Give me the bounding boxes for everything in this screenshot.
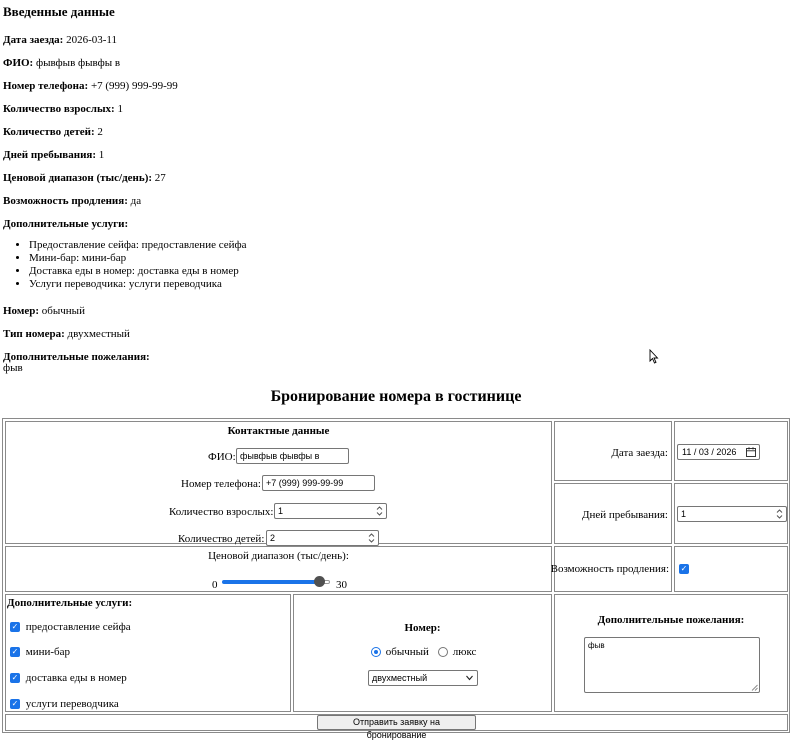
spinner-arrows-icon[interactable] [375, 505, 384, 517]
summary-phone: Номер телефона: +7 (999) 999-99-99 [3, 80, 178, 92]
services-heading: Дополнительные услуги: [7, 597, 133, 609]
extension-checkbox[interactable]: ✓ [680, 564, 688, 573]
days-input-cell [674, 483, 788, 544]
summary-adults: Количество взрослых: 1 [3, 103, 123, 115]
price-slider-thumb[interactable] [314, 576, 325, 587]
extension-label-cell [550, 546, 672, 592]
service-minibar-label: мини-бар [25, 646, 71, 658]
checkin-date-input[interactable]: 11 / 03 / 2026 [677, 444, 760, 460]
summary-wishes-value: фыв [3, 362, 23, 374]
fio-label: ФИО: [208, 451, 236, 463]
resize-grip-icon[interactable] [751, 684, 758, 691]
children-stepper[interactable]: 2 [266, 530, 379, 546]
adults-label: Количество взрослых: [169, 506, 274, 518]
booking-form [2, 418, 790, 740]
room-option-lux[interactable] [438, 646, 476, 658]
submit-booking-button[interactable]: Отправить заявку на бронирование [317, 715, 476, 730]
service-item-translator[interactable] [10, 698, 119, 710]
room-standard-label: обычный [385, 646, 429, 658]
submitted-data-summary [3, 4, 763, 374]
service-translator-checkbox[interactable]: ✓ [11, 699, 19, 709]
wishes-heading: Дополнительные пожелания: [597, 614, 745, 626]
service-translator-label: услуги переводчика [25, 698, 119, 710]
contact-heading: Контактные данные [227, 425, 330, 437]
days-label-cell [554, 483, 672, 544]
mouse-cursor-icon [649, 349, 660, 364]
extension-label: Возможность продления: [550, 563, 669, 575]
checkin-input-cell [674, 421, 788, 481]
summary-room-type: Тип номера: двухместный [3, 328, 130, 340]
checkin-label-cell [554, 421, 672, 481]
summary-room: Номер: обычный [3, 305, 85, 317]
summary-services-list [3, 239, 247, 291]
days-label: Дней пребывания: [582, 509, 668, 521]
spinner-arrows-icon[interactable] [367, 532, 376, 544]
calendar-icon[interactable] [746, 447, 756, 457]
room-heading: Номер: [404, 622, 441, 634]
list-item: • Доставка еды в номер: доставка еды в номер [29, 265, 247, 278]
service-item-minibar[interactable] [10, 646, 70, 658]
room-standard-radio[interactable] [371, 647, 381, 657]
service-item-food-delivery[interactable] [10, 672, 127, 684]
chevron-down-icon [466, 675, 473, 681]
submit-row [5, 714, 788, 740]
price-slider-fill [222, 580, 319, 584]
services-section [5, 594, 291, 712]
room-lux-radio[interactable] [438, 647, 448, 657]
service-safe-checkbox[interactable]: ✓ [11, 622, 19, 632]
adults-stepper[interactable]: 1 [274, 503, 387, 519]
room-option-standard[interactable] [371, 646, 429, 658]
summary-wishes-label: Дополнительные пожелания: [3, 351, 150, 363]
list-item: • Мини-бар: мини-бар [29, 252, 247, 265]
children-label: Количество детей: [178, 533, 265, 545]
wishes-textarea[interactable]: фыв [584, 637, 760, 693]
price-min-label: 0 [212, 579, 218, 591]
extension-input-cell [674, 546, 788, 592]
price-range-section [5, 546, 552, 592]
summary-checkin: Дата заезда: 2026-03-11 [3, 34, 117, 46]
phone-input[interactable] [262, 475, 375, 491]
phone-label: Номер телефона: [181, 478, 261, 490]
summary-days: Дней пребывания: 1 [3, 149, 105, 161]
summary-extension: Возможность продления: да [3, 195, 142, 207]
checkin-label: Дата заезда: [611, 447, 668, 459]
service-minibar-checkbox[interactable]: ✓ [11, 647, 19, 657]
summary-fio: ФИО: фывфыв фывфы в [3, 57, 121, 69]
fio-input[interactable] [236, 448, 349, 464]
wishes-section [554, 594, 788, 712]
service-item-safe[interactable] [10, 621, 131, 633]
list-item: • Предоставление сейфа: предоставление сейфа [29, 239, 247, 252]
page-title: Бронирование номера в гостинице [270, 388, 522, 405]
list-item: • Услуги переводчика: услуги переводчика [29, 278, 247, 291]
room-type-select[interactable]: двухместный [368, 670, 478, 686]
service-food-delivery-label: доставка еды в номер [25, 672, 127, 684]
spinner-arrows-icon[interactable] [775, 508, 784, 520]
summary-price: Ценовой диапазон (тыс/день): 27 [3, 172, 166, 184]
price-max-label: 30 [336, 579, 347, 591]
price-label: Ценовой диапазон (тыс/день): [208, 550, 349, 562]
contact-data-section [5, 421, 552, 544]
days-stepper[interactable]: 1 [677, 506, 787, 522]
room-section [293, 594, 552, 712]
service-safe-label: предоставление сейфа [25, 621, 131, 633]
service-food-delivery-checkbox[interactable]: ✓ [11, 673, 19, 683]
summary-heading: Введенные данные [3, 4, 115, 19]
room-lux-label: люкс [452, 646, 477, 658]
summary-services-label: Дополнительные услуги: [3, 218, 129, 230]
summary-children: Количество детей: 2 [3, 126, 103, 138]
price-slider[interactable] [220, 575, 332, 589]
